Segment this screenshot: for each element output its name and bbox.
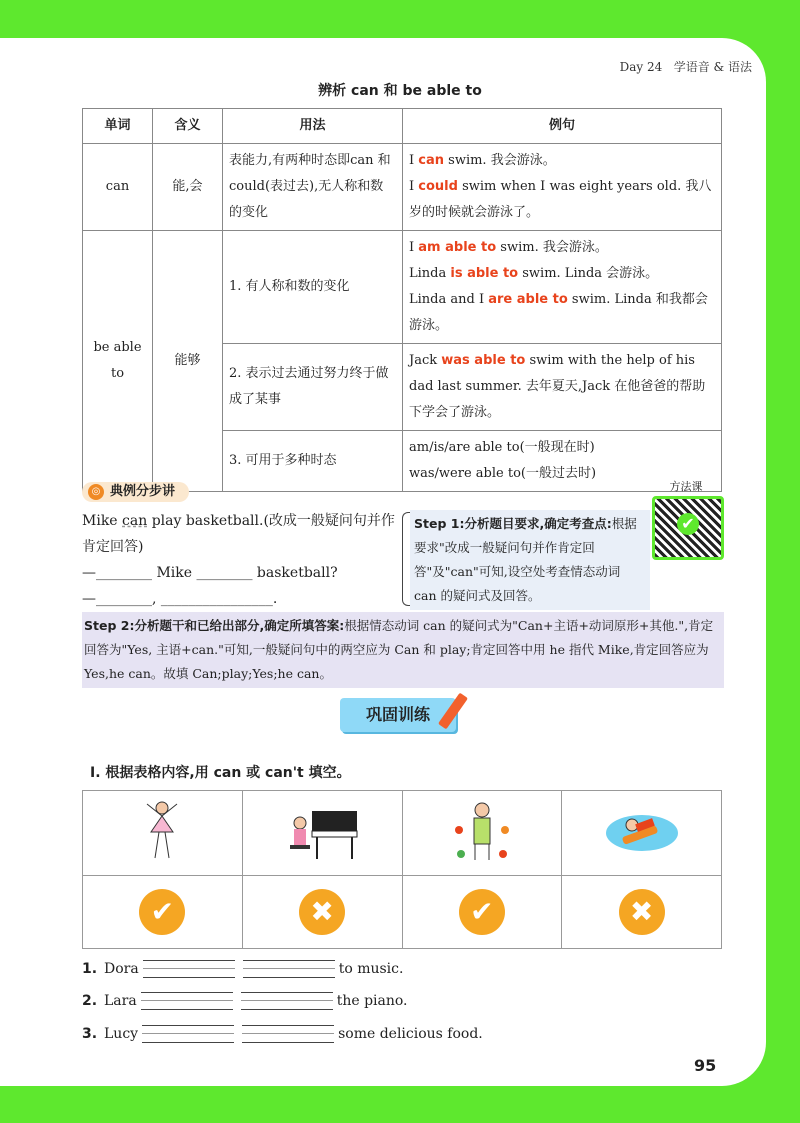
- table-row: [83, 231, 722, 344]
- example-sentence: I am able to swim. 我会游泳。: [409, 240, 608, 255]
- example-sentence: was/were able to(一般过去时): [409, 466, 597, 481]
- table-row: [83, 144, 722, 231]
- col-header: 含义: [153, 109, 223, 144]
- item-subject: Lucy: [104, 1026, 139, 1042]
- target-icon: ◎: [88, 484, 104, 500]
- item-rest: the piano.: [336, 993, 408, 1009]
- col-header: 单词: [83, 109, 153, 144]
- exercise-item: [82, 957, 403, 981]
- piano-player-icon: [282, 801, 362, 861]
- item-subject: Dora: [104, 961, 139, 977]
- answer-blank[interactable]: [142, 1025, 234, 1043]
- example-cell: [403, 144, 722, 231]
- comparison-table: [82, 108, 722, 492]
- example-sentence: am/is/are able to(一般现在时): [409, 440, 595, 455]
- answer-blank[interactable]: [242, 1025, 334, 1043]
- day-label: Day 24: [619, 60, 663, 74]
- mark-cell: [242, 876, 402, 949]
- section-title: 辨析 can 和 be able to: [318, 83, 482, 99]
- underlined-word: can: [122, 513, 148, 529]
- word-cell: can: [83, 144, 153, 231]
- step2-text: 根据情态动词 can 的疑问式为"Can+主语+动词原形+其他.",肯定回答为"Yes, 主语+can."可知,一般疑问句中的两空应为 Can 和 play;肯定回答中用 he 指代 Mike,肯定回答应为 Yes,he can。故填 Can;play;Yes;he can。: [84, 618, 714, 681]
- training-banner: 巩固训练: [340, 698, 456, 732]
- exercise-title: Ⅰ. 根据表格内容,用 can 或 can't 填空。: [90, 765, 351, 781]
- answer-line: —________ Mike ________ basketball?: [82, 565, 338, 581]
- qr-label: 方法课: [669, 480, 703, 493]
- cross-mark-icon: ✖: [619, 889, 665, 935]
- cross-mark-icon: ✖: [299, 889, 345, 935]
- picture-cell: [242, 791, 402, 876]
- item-number: 1.: [82, 961, 98, 977]
- check-mark-icon: ✔: [459, 889, 505, 935]
- page-number: 95: [694, 1056, 717, 1075]
- step2-label: Step 2:分析题干和已给出部分,确定所填答案:: [84, 618, 345, 633]
- picture-cell: [562, 791, 722, 876]
- picture-cell: [83, 791, 243, 876]
- answer-blank[interactable]: [241, 992, 333, 1010]
- example-question: [82, 508, 402, 612]
- meaning-cell: 能够: [153, 231, 223, 492]
- example-sentence: Linda and I are able to swim. Linda 和我都会游泳。: [409, 292, 708, 333]
- qr-image: [652, 496, 724, 560]
- item-rest: to music.: [338, 961, 404, 977]
- example-cell: Jack was able to swim with the help of his dad last summer. 去年夏天,Jack 在他爸爸的帮助下学会了游泳。: [403, 344, 722, 431]
- example-cell: [403, 231, 722, 344]
- mark-cell: [83, 876, 243, 949]
- check-mark-icon: ✔: [139, 889, 185, 935]
- usage-cell: 1. 有人称和数的变化: [223, 231, 403, 344]
- col-header: 用法: [223, 109, 403, 144]
- step1-text: 根据要求"改成一般疑问句并作肯定回答"及"can"可知,设空处考查情态动词 can 的疑问式及回答。: [414, 516, 637, 603]
- word-cell: be able to: [83, 231, 153, 492]
- usage-cell: 2. 表示过去通过努力终于做成了某事: [223, 344, 403, 431]
- usage-cell: 3. 可用于多种时态: [223, 431, 403, 492]
- answer-blank[interactable]: [243, 960, 335, 978]
- step2-box: [82, 612, 724, 688]
- swimmer-icon: [602, 801, 682, 861]
- item-number: 3.: [82, 1026, 98, 1042]
- mark-row: [83, 876, 722, 949]
- answer-line: —________, ________________.: [82, 591, 278, 607]
- mark-cell: [562, 876, 722, 949]
- exercise-picture-table: [82, 790, 722, 949]
- mark-cell: [402, 876, 562, 949]
- example-sentence: I can swim. 我会游泳。: [409, 153, 556, 168]
- check-icon: ✔: [677, 513, 699, 535]
- col-header: 例句: [403, 109, 722, 144]
- answer-blank[interactable]: [141, 992, 233, 1010]
- exercise-item: [82, 989, 408, 1013]
- running-header: [620, 58, 752, 75]
- ballet-dancer-icon: [137, 796, 187, 866]
- usage-cell: 表能力,有两种时态即can 和 could(表过去),无人称和数的变化: [223, 144, 403, 231]
- picture-row: [83, 791, 722, 876]
- example-sentence: Linda is able to swim. Linda 会游泳。: [409, 266, 659, 281]
- step1-box: [410, 510, 650, 610]
- badge-label: 典例分步讲: [110, 484, 176, 499]
- table-header-row: [83, 109, 722, 144]
- exercise-item: [82, 1022, 483, 1046]
- answer-blank[interactable]: [143, 960, 235, 978]
- item-rest: some delicious food.: [338, 1026, 483, 1042]
- picture-cell: [402, 791, 562, 876]
- item-subject: Lara: [104, 993, 137, 1009]
- cook-icon: [447, 796, 517, 866]
- example-sentence: I could swim when I was eight years old. 我八岁的时候就会游泳了。: [409, 179, 712, 220]
- question-line: Mike can play basketball.(改成一般疑问句并作肯定回答): [82, 513, 395, 555]
- topic-label: 学语音 & 语法: [673, 60, 752, 74]
- item-number: 2.: [82, 993, 98, 1009]
- example-badge: [82, 482, 189, 502]
- meaning-cell: 能,会: [153, 144, 223, 231]
- step1-label: Step 1:分析题目要求,确定考查点:: [414, 516, 612, 531]
- qr-code[interactable]: [652, 478, 720, 560]
